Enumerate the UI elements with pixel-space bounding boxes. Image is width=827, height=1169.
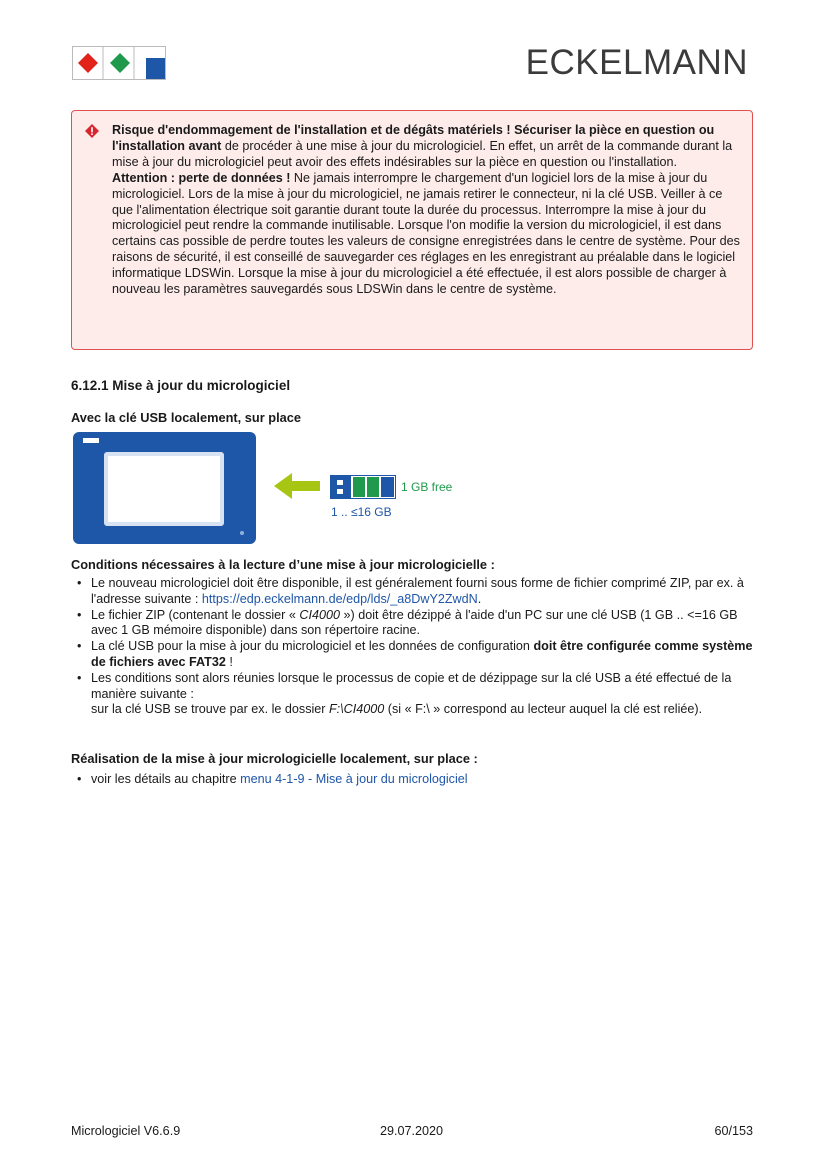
device-led-icon [240, 531, 244, 535]
list-item [71, 576, 759, 608]
warning-text-2: Ne jamais interrompre le chargement d'un logiciel lors de la mise à jour du micrologiciel. Lors de la mise à jour du micrologiciel, ne jamais retirer le connecteur, ni la clé USB. Veiller à ce que l'alimentation électrique soit garantie durant toute la durée du processus. Interrompre la mise à jour du micrologiciel peut rendre la commande inutilisable. Lorsque l'on modifie la version du micrologiciel, il est dans certains cas possible de perdre toutes les valeurs de consigne enregistrées dans le centre de système. Pour des raisons de sécurité, il est conseillé de sauvegarder ces réglages en les enregistrant au préalable dans le logiciel informatique LDSWin. Lorsque la mise à jour du micrologiciel a été effectuée, il est alors possible de charger à nouveau les paramètres sauvegardés sous LDSWin dans le centre de système. [112, 170, 740, 297]
warning-box [71, 110, 753, 350]
firmware-download-link[interactable]: https://edp.eckelmann.de/edp/lds/_a8DwY2ZwdN [201, 591, 478, 606]
bullet-3-a: La clé USB pour la mise à jour du micrologiciel et les données de configuration [91, 639, 534, 654]
list-item [71, 639, 759, 671]
section-subtitle: Avec la clé USB localement, sur place [71, 410, 301, 425]
realisation-list [71, 772, 759, 788]
realisation-heading: Réalisation de la mise à jour micrologicielle localement, sur place : [71, 751, 478, 766]
conditions-heading: Conditions nécessaires à la lecture d’une mise à jour micrologicielle : [71, 557, 495, 572]
bullet-2-folder: CI4000 [299, 607, 340, 622]
list-item [71, 772, 759, 788]
warning-bold-2: Attention : perte de données ! [112, 170, 291, 185]
footer-version: Micrologiciel V6.6.9 [71, 1124, 181, 1138]
list-item [71, 671, 759, 718]
device-screen [104, 452, 224, 526]
warning-text [112, 123, 740, 298]
bullet-2-a: Le fichier ZIP (contenant le dossier « [91, 607, 300, 622]
bullet-1-text: Le nouveau micrologiciel doit être disponible, il est généralement fourni sous forme de fichier comprimé ZIP, par ex. à l'adresse suivante : [91, 576, 744, 606]
bullet-3-b: ! [225, 654, 233, 669]
bullet-3-bold: doit être configurée comme système de fichiers avec FAT32 [91, 639, 753, 669]
usb-range-label: 1 .. ≤16 GB [331, 505, 392, 519]
bullet-4-a: Les conditions sont alors réunies lorsque le processus de copie et de dézippage sur la clé USB a été effectué de la manière suivante : [91, 670, 732, 701]
bullet-4-b: sur la clé USB se trouve par ex. le dossier [91, 702, 329, 717]
bullet-4-c: (si « F:\ » correspond au lecteur auquel la clé est reliée). [384, 702, 703, 717]
footer-date: 29.07.2020 [380, 1124, 444, 1138]
warning-diamond-icon [84, 123, 100, 139]
bullet-4-path: F:\CI4000 [328, 702, 385, 717]
usb-stick-icon [330, 475, 396, 499]
bullet-2-b: ») doit être dézippé à l'aide d'un PC sur une clé USB (1 GB .. <=16 GB avec 1 GB mémoire disponible) dans son répertoire racine. [91, 607, 738, 638]
footer-page-number: 60/153 [714, 1124, 753, 1138]
usb-free-label: 1 GB free [401, 480, 453, 494]
realisation-text: voir les détails au chapitre [91, 772, 241, 786]
device-logo-icon [83, 438, 99, 443]
bullet-1-end: . [477, 591, 482, 606]
conditions-list [71, 576, 759, 718]
arrow-left-icon [274, 471, 320, 501]
eckelmann-logo-icon [72, 46, 166, 80]
list-item [71, 608, 759, 640]
section-title: 6.12.1 Mise à jour du micrologiciel [71, 378, 291, 393]
brand-name: ECKELMANN [525, 43, 748, 82]
controller-device-illustration [73, 432, 256, 544]
warning-bold-1: Risque d'endommagement de l'installation et de dégâts matériels ! Sécuriser la pièce en question ou l'installation avant [112, 123, 715, 153]
chapter-link[interactable]: menu 4-1-9 - Mise à jour du micrologiciel [240, 772, 468, 786]
warning-text-1: de procéder à une mise à jour du micrologiciel. En effet, un arrêt de la commande durant la mise à jour du micrologiciel peut avoir des effets indésirables sur la pièce en question ou l'installation. [112, 138, 733, 169]
